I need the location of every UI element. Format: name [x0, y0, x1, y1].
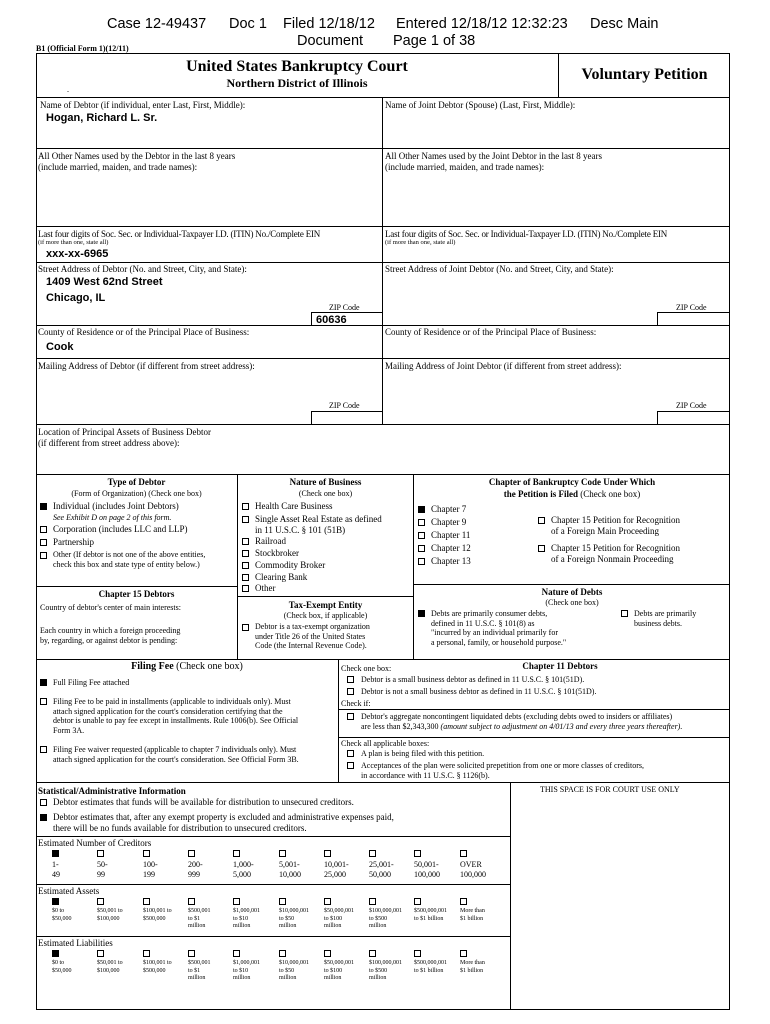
location-label: Location of Principal Assets of Business Debtor (if different from street address above):: [38, 427, 211, 448]
liabilities-option-label: [233, 960, 260, 983]
business-debts: Debts are primarily business debts.: [634, 609, 697, 628]
assets-option-text: million: [369, 923, 387, 929]
debtor-name-label: Name of Debtor (if individual, enter Last, First, Middle):: [40, 100, 246, 110]
liabilities-option-text: $10,000,001: [279, 960, 309, 966]
liabilities-checkbox[interactable]: [143, 950, 150, 957]
checkbox-tax-exempt[interactable]: [242, 624, 249, 631]
zip-value: 60636: [316, 314, 347, 326]
debtor-ssn: xxx-xx-6965: [46, 248, 109, 260]
liabilities-option-label: [97, 960, 123, 975]
chapter-7: Chapter 7: [431, 504, 467, 514]
ch11-acceptances: Acceptances of the plan were solicited prepetition from one or more classes of creditors, in accordance with 11 U.S.C. § 1126(b).: [361, 761, 645, 780]
liabilities-option-text: million: [233, 975, 251, 981]
creditors-option-text: 25,000: [324, 869, 346, 879]
liabilities-checkbox[interactable]: [414, 950, 421, 957]
checkbox-chapter-9[interactable]: [418, 519, 425, 526]
checkbox-corporation[interactable]: [40, 526, 47, 533]
petition-type: Voluntary Petition: [581, 66, 708, 83]
liabilities-label: Estimated Liabilities: [38, 938, 113, 948]
checkbox-funds-available[interactable]: [40, 799, 47, 806]
assets-option-text: million: [233, 923, 251, 929]
checkbox-business-debts[interactable]: [621, 610, 628, 617]
creditors-option-label: [324, 860, 349, 879]
checkbox-chapter-15-main[interactable]: [538, 517, 545, 524]
joint-name-label: Name of Joint Debtor (Spouse) (Last, First, Middle):: [385, 100, 576, 110]
liabilities-option-text: $50,000,001: [324, 960, 354, 966]
checkbox-chapter-11[interactable]: [418, 532, 425, 539]
liabilities-option-text: million: [279, 975, 297, 981]
assets-option-text: $100,000,001: [369, 908, 402, 914]
chapter-15-main: Chapter 15 Petition for Recognition of a Foreign Main Proceeding: [551, 515, 680, 536]
joint-other-names-label: All Other Names used by the Joint Debtor in the last 8 years (include married, maiden, and trade names):: [385, 151, 602, 172]
joint-street-label: Street Address of Joint Debtor (No. and Street, City, and State):: [385, 264, 614, 274]
liabilities-option-text: $0 to: [52, 960, 65, 966]
creditors-option-text: 50,000: [369, 869, 391, 879]
liabilities-option-text: More than: [460, 960, 485, 966]
assets-option-label: [143, 908, 172, 923]
nb-commodity-broker: Commodity Broker: [255, 560, 326, 570]
tax-exempt-text: Debtor is a tax-exempt organization under Title 26 of the United States Code (the Internal Revenue Code).: [255, 622, 370, 650]
creditors-option-text: 100-: [143, 860, 158, 869]
liabilities-option-text: million: [369, 975, 387, 981]
assets-checkbox[interactable]: [369, 898, 376, 905]
ch11-check-one: Check one box:: [341, 664, 392, 673]
stats-funds-available: Debtor estimates that funds will be available for distribution to unsecured creditors.: [53, 797, 354, 807]
creditors-option-text: 10,000: [279, 869, 301, 879]
stats-no-funds: Debtor estimates that, after any exempt property is excluded and administrative expenses paid, there will be no funds available for distribution to unsecured creditors.: [53, 812, 394, 833]
checkbox-not-small-business[interactable]: [347, 688, 354, 695]
nb-health-care: Health Care Business: [255, 501, 333, 511]
ssn-sub: (if more than one, state all): [38, 239, 109, 246]
assets-checkbox[interactable]: [97, 898, 104, 905]
assets-option-text: $100,001 to: [143, 908, 172, 914]
liabilities-checkbox[interactable]: [460, 950, 467, 957]
joint-zip-label: ZIP Code: [676, 303, 707, 312]
liabilities-option-label: [324, 960, 354, 983]
nb-railroad: Railroad: [255, 536, 286, 546]
liabilities-checkbox[interactable]: [188, 950, 195, 957]
assets-option-label: [279, 908, 309, 931]
assets-option-label: [460, 908, 485, 923]
document-label: Document: [297, 33, 364, 49]
ch11-plan: A plan is being filed with this petition.: [361, 749, 485, 758]
creditors-option-text: 999: [188, 869, 200, 879]
checkbox-small-business[interactable]: [347, 676, 354, 683]
filed-date: Filed 12/18/12: [283, 16, 375, 32]
assets-option-text: $500,000: [143, 915, 166, 922]
nb-stockbroker: Stockbroker: [255, 548, 299, 558]
liabilities-checkbox[interactable]: [97, 950, 104, 957]
liabilities-option-text: $100,001 to: [143, 960, 172, 966]
other-names-label: All Other Names used by the Debtor in the last 8 years (include married, maiden, and trade names):: [38, 151, 236, 172]
assets-checkbox[interactable]: [460, 898, 467, 905]
court-title: United States Bankruptcy Court: [186, 58, 408, 75]
checkbox-other-entity[interactable]: [40, 552, 47, 559]
county-label: County of Residence or of the Principal Place of Business:: [38, 327, 250, 337]
assets-option-label: [324, 908, 354, 931]
checkbox-full-fee[interactable]: [40, 679, 47, 686]
assets-option-label: [233, 908, 260, 931]
joint-ssn-label: Last four digits of Soc. Sec. or Individual-Taxpayer I.D. (ITIN) No./Complete EIN: [385, 229, 668, 239]
type-debtor-title: Type of Debtor: [107, 477, 166, 487]
creditors-checkbox[interactable]: [279, 850, 286, 857]
checkbox-commodity-broker[interactable]: [242, 562, 249, 569]
liabilities-row: [0, 950, 511, 990]
creditors-option-label: [52, 860, 60, 879]
assets-option-text: $10,000,001: [279, 908, 309, 914]
assets-option-text: $500,001: [188, 908, 211, 914]
creditors-option-text: 50-: [97, 860, 108, 869]
liabilities-checkbox[interactable]: [233, 950, 240, 957]
creditors-option-text: 200-: [188, 860, 203, 869]
liabilities-option-text: to $500: [369, 967, 388, 974]
liabilities-checkbox[interactable]: [279, 950, 286, 957]
liabilities-option-label: [52, 960, 72, 975]
liabilities-option-text: million: [188, 975, 206, 981]
joint-mailing-zip-box: [657, 411, 730, 425]
checkbox-no-funds[interactable]: [40, 814, 47, 821]
checkbox-fee-waiver[interactable]: [40, 746, 47, 753]
joint-ssn-sub: (if more than one, state all): [385, 239, 456, 246]
liabilities-option-label: [143, 960, 172, 975]
joint-mailing-label: Mailing Address of Joint Debtor (if different from street address):: [385, 361, 622, 371]
consumer-debts: Debts are primarily consumer debts, defined in 11 U.S.C. § 101(8) as "incurred by an individual primarily for a personal, family, or household purpose.": [431, 609, 567, 647]
liabilities-option-text: to $1: [188, 967, 201, 974]
checkbox-plan-filed[interactable]: [347, 750, 354, 757]
liabilities-option-text: $1,000,001: [233, 960, 260, 966]
liabilities-option-text: $50,000: [52, 967, 72, 974]
assets-label: Estimated Assets: [38, 886, 100, 896]
assets-checkbox[interactable]: [143, 898, 150, 905]
ch11-not-small: Debtor is not a small business debtor as defined in 11 U.S.C. § 101(51D).: [361, 687, 597, 696]
assets-option-text: to $50: [279, 915, 295, 922]
chapter-12: Chapter 12: [431, 543, 471, 553]
assets-option-text: $50,001 to: [97, 908, 123, 914]
creditors-option-label: [460, 860, 486, 879]
liabilities-option-label: [188, 960, 211, 983]
checkbox-individual[interactable]: [40, 503, 47, 510]
fee-installments: Filing Fee to be paid in installments (applicable to individuals only). Must attach signed application for the court's consideration certifying that the debtor is unable to pay fee except in installments. Rule 1006(b). See Official Form 3A.: [53, 697, 299, 735]
court-district: Northern District of Illinois: [226, 76, 368, 90]
assets-option-text: $50,000,001: [324, 908, 354, 914]
checkbox-chapter-7[interactable]: [418, 506, 425, 513]
liabilities-option-label: [460, 960, 485, 975]
creditors-option-label: [143, 860, 158, 879]
creditors-option-text: 5,001-: [279, 860, 300, 869]
street-line1: 1409 West 62nd Street: [46, 276, 163, 288]
assets-option-text: $500,000,001: [414, 908, 447, 914]
liabilities-option-text: $500,000,001: [414, 960, 447, 966]
nature-business-title: Nature of Business: [289, 477, 362, 487]
nature-business-sub: (Check one box): [298, 489, 353, 498]
checkbox-aggregate-debts[interactable]: [347, 713, 354, 720]
creditors-option-label: [369, 860, 394, 879]
assets-checkbox[interactable]: [324, 898, 331, 905]
assets-option-text: to $500: [369, 915, 388, 922]
doc-number: Doc 1: [229, 16, 267, 32]
liabilities-option-text: $1 billion: [460, 967, 484, 974]
creditors-checkbox[interactable]: [188, 850, 195, 857]
creditors-option-text: 5,000: [233, 869, 251, 879]
stats-title: Statistical/Administrative Information: [38, 786, 186, 796]
assets-option-text: million: [279, 923, 297, 929]
assets-option-text: $100,000: [97, 915, 120, 922]
chapter-13: Chapter 13: [431, 556, 471, 566]
assets-checkbox[interactable]: [188, 898, 195, 905]
opt-corporation: Corporation (includes LLC and LLP): [53, 524, 188, 534]
assets-row: [0, 898, 511, 936]
form-id: B1 (Official Form 1)(12/11): [36, 44, 129, 53]
creditors-option-text: 100,000: [460, 869, 486, 879]
type-debtor-sub: (Form of Organization) (Check one box): [71, 489, 202, 498]
assets-option-text: More than: [460, 908, 485, 914]
liabilities-option-text: $100,000,001: [369, 960, 402, 966]
creditors-option-label: [414, 860, 440, 879]
assets-option-text: $1,000,001: [233, 908, 260, 914]
case-number: Case 12-49437: [107, 16, 207, 32]
liabilities-option-label: [279, 960, 309, 983]
creditors-label: Estimated Number of Creditors: [38, 838, 152, 848]
creditors-option-text: 199: [143, 869, 155, 879]
mailing-zip-label: ZIP Code: [329, 401, 360, 410]
ch15-debtors-title: Chapter 15 Debtors: [98, 589, 175, 599]
creditors-option-text: OVER: [460, 860, 482, 869]
assets-checkbox[interactable]: [52, 898, 59, 905]
ch11-title: Chapter 11 Debtors: [522, 661, 598, 671]
ch11-aggregate: Debtor's aggregate noncontingent liquidated debts (excluding debts owed to insiders or affiliates) are less than $2,343,300 (amount subject to adjustment on 4/01/13 and every three years thereafter).: [361, 712, 683, 731]
creditors-option-label: [279, 860, 301, 879]
checkbox-other-business[interactable]: [242, 585, 249, 592]
court-use-only: THIS SPACE IS FOR COURT USE ONLY: [540, 785, 680, 794]
liabilities-option-label: [369, 960, 402, 983]
assets-option-text: $50,000: [52, 915, 72, 922]
creditors-option-text: 25,001-: [369, 860, 394, 869]
checkbox-acceptances[interactable]: [347, 762, 354, 769]
liabilities-option-text: $500,000: [143, 967, 166, 974]
creditors-option-text: 1,000-: [233, 860, 254, 869]
assets-checkbox[interactable]: [233, 898, 240, 905]
assets-option-text: to $100: [324, 915, 343, 922]
creditors-checkbox[interactable]: [52, 850, 59, 857]
assets-option-text: to $10: [233, 915, 249, 922]
creditors-checkbox[interactable]: [369, 850, 376, 857]
mailing-label: Mailing Address of Debtor (if different from street address):: [38, 361, 255, 371]
creditors-checkbox[interactable]: [324, 850, 331, 857]
assets-option-label: [414, 908, 447, 923]
creditors-option-text: 49: [52, 869, 60, 879]
creditors-option-text: 10,001-: [324, 860, 349, 869]
county-value: Cook: [46, 341, 74, 353]
debtor-name: Hogan, Richard L. Sr.: [46, 112, 158, 124]
assets-option-label: [188, 908, 211, 931]
checkbox-chapter-12[interactable]: [418, 545, 425, 552]
liabilities-option-text: to $50: [279, 967, 295, 974]
opt-partnership: Partnership: [53, 537, 94, 547]
chapter-title: Chapter of Bankruptcy Code Under Which: [488, 477, 656, 487]
street-label: Street Address of Debtor (No. and Street, City, and State):: [38, 264, 247, 274]
desc-main: Desc Main: [590, 16, 659, 32]
liabilities-checkbox[interactable]: [369, 950, 376, 957]
ch15-country: Country of debtor's center of main interests:: [40, 603, 181, 612]
assets-option-label: [369, 908, 402, 931]
checkbox-railroad[interactable]: [242, 538, 249, 545]
assets-option-label: [52, 908, 72, 923]
nb-other: Other: [255, 583, 276, 593]
assets-option-label: [97, 908, 123, 923]
page-count: Page 1 of 38: [393, 33, 476, 49]
liabilities-option-text: to $1 billion: [414, 967, 444, 974]
checkbox-partnership[interactable]: [40, 539, 47, 546]
opt-individual: Individual (includes Joint Debtors): [53, 501, 179, 511]
tax-exempt-sub: (Check box, if applicable): [283, 611, 368, 620]
ssn-label: Last four digits of Soc. Sec. or Individual-Taxpayer I.D. (ITIN) No./Complete EIN: [38, 229, 321, 239]
joint-zip-box: [657, 312, 730, 326]
tax-exempt-title: Tax-Exempt Entity: [288, 600, 363, 610]
assets-option-text: to $1 billion: [414, 915, 444, 922]
street-line2: Chicago, IL: [46, 292, 106, 304]
checkbox-single-asset[interactable]: [242, 516, 249, 523]
creditors-checkbox[interactable]: [97, 850, 104, 857]
assets-option-text: million: [188, 923, 206, 929]
assets-option-text: million: [324, 923, 342, 929]
checkbox-chapter-13[interactable]: [418, 558, 425, 565]
creditors-checkbox[interactable]: [233, 850, 240, 857]
fee-waiver: Filing Fee waiver requested (applicable to chapter 7 individuals only). Must attach signed application for the court's consideration. See Official Form 3B.: [53, 745, 299, 764]
creditors-option-text: 100,000: [414, 869, 440, 879]
opt-individual-note: See Exhibit D on page 2 of this form.: [53, 513, 172, 522]
joint-county-label: County of Residence or of the Principal Place of Business:: [385, 327, 597, 337]
liabilities-checkbox[interactable]: [52, 950, 59, 957]
opt-other-entity: Other (If debtor is not one of the above entities, check this box and state type of entity below.): [53, 550, 206, 569]
checkbox-fee-installments[interactable]: [40, 698, 47, 705]
nb-clearing-bank: Clearing Bank: [255, 572, 308, 582]
creditors-checkbox[interactable]: [414, 850, 421, 857]
creditors-row: [0, 850, 511, 882]
nature-debts-title: Nature of Debts: [541, 587, 603, 597]
checkbox-stockbroker[interactable]: [242, 550, 249, 557]
liabilities-option-text: million: [324, 975, 342, 981]
liabilities-option-text: to $100: [324, 967, 343, 974]
chapter-9: Chapter 9: [431, 517, 467, 527]
chapter-title2: the Petition is Filed (Check one box): [503, 489, 641, 499]
liabilities-option-text: to $10: [233, 967, 249, 974]
creditors-checkbox[interactable]: [143, 850, 150, 857]
joint-mailing-zip-label: ZIP Code: [676, 401, 707, 410]
checkbox-chapter-15-nonmain[interactable]: [538, 545, 545, 552]
ch11-check-all: Check all applicable boxes:: [341, 739, 430, 748]
creditors-option-text: 99: [97, 869, 105, 879]
assets-option-text: $1 billion: [460, 915, 484, 922]
ch15-each: Each country in which a foreign proceeding by, regarding, or against debtor is pending:: [40, 626, 181, 645]
zip-label: ZIP Code: [329, 303, 360, 312]
dot-mark: .: [67, 85, 69, 94]
liabilities-option-text: $50,001 to: [97, 960, 123, 966]
mailing-zip-box: [311, 411, 382, 425]
ch11-small: Debtor is a small business debtor as defined in 11 U.S.C. § 101(51D).: [361, 675, 585, 684]
creditors-option-text: 50,001-: [414, 860, 439, 869]
checkbox-consumer-debts[interactable]: [418, 610, 425, 617]
liabilities-option-label: [414, 960, 447, 975]
liabilities-option-text: $100,000: [97, 967, 120, 974]
nature-debts-sub: (Check one box): [545, 598, 599, 607]
checkbox-health-care[interactable]: [242, 503, 249, 510]
ch11-check-if: Check if:: [341, 699, 371, 708]
filing-fee-title: Filing Fee (Check one box): [131, 661, 243, 672]
liabilities-checkbox[interactable]: [324, 950, 331, 957]
assets-option-text: to $1: [188, 915, 201, 922]
entered-date: Entered 12/18/12 12:32:23: [396, 16, 568, 32]
creditors-option-label: [97, 860, 108, 879]
chapter-15-nonmain: Chapter 15 Petition for Recognition of a Foreign Nonmain Proceeding: [551, 543, 680, 564]
creditors-checkbox[interactable]: [460, 850, 467, 857]
checkbox-clearing-bank[interactable]: [242, 574, 249, 581]
fee-full: Full Filing Fee attached: [53, 678, 130, 687]
chapter-11: Chapter 11: [431, 530, 471, 540]
creditors-option-label: [188, 860, 203, 879]
creditors-option-label: [233, 860, 254, 879]
nb-single-asset: Single Asset Real Estate as defined in 11 U.S.C. § 101 (51B): [255, 514, 382, 535]
assets-option-text: $0 to: [52, 908, 65, 914]
liabilities-option-text: $500,001: [188, 960, 211, 966]
assets-checkbox[interactable]: [414, 898, 421, 905]
assets-checkbox[interactable]: [279, 898, 286, 905]
creditors-option-text: 1-: [52, 860, 59, 869]
